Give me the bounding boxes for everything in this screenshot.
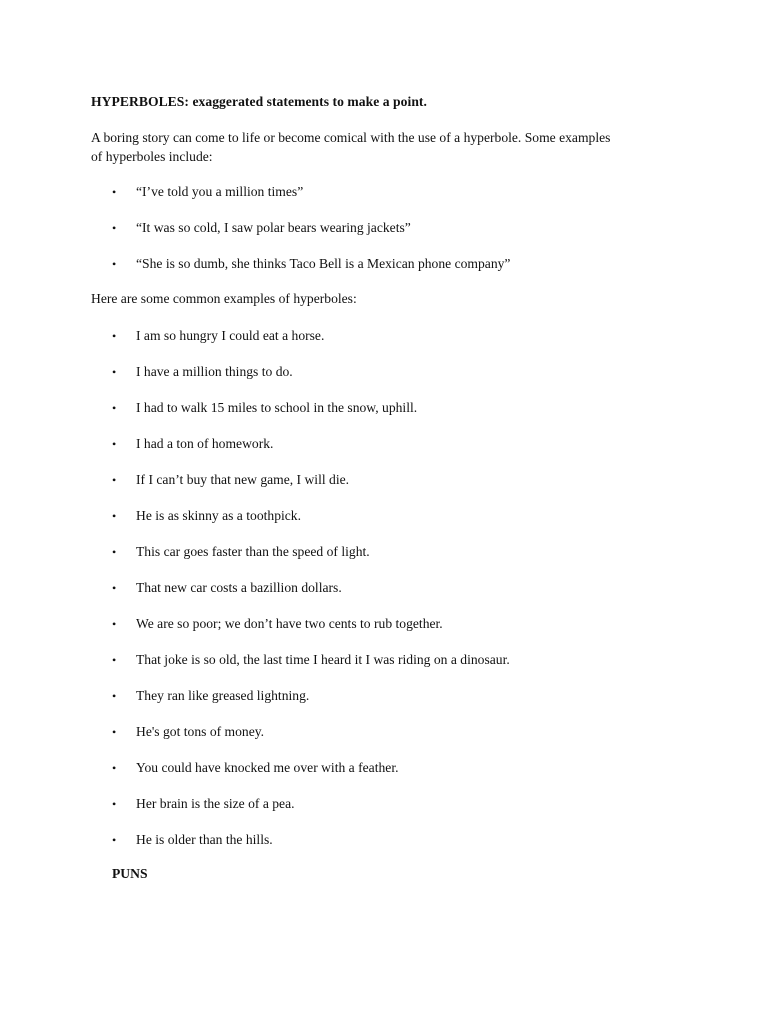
bullet-icon: • (112, 833, 117, 847)
list-item-text: They ran like greased lightning. (136, 688, 310, 703)
list-item (112, 544, 370, 560)
list-item (112, 256, 510, 272)
list-item (112, 328, 324, 344)
list-item (112, 616, 443, 632)
list-item (112, 760, 399, 776)
list-item-text: That joke is so old, the last time I heard it I was riding on a dinosaur. (136, 652, 510, 667)
bullet-icon: • (112, 653, 117, 667)
list-item-text: He's got tons of money. (136, 724, 265, 739)
bullet-icon: • (112, 797, 117, 811)
list-item (112, 220, 411, 236)
list-item (112, 364, 293, 380)
bullet-icon: • (112, 545, 117, 559)
list-item (112, 400, 417, 416)
intro-line-2: of hyperboles include: (91, 148, 213, 164)
bullet-icon: • (112, 761, 117, 775)
bullet-icon: • (112, 257, 117, 271)
list-item-text: This car goes faster than the speed of light. (136, 544, 370, 559)
list-item-text: You could have knocked me over with a feather. (136, 760, 399, 775)
bullet-icon: • (112, 473, 117, 487)
bullet-icon: • (112, 617, 117, 631)
bullet-icon: • (112, 365, 117, 379)
list-item-text: If I can’t buy that new game, I will die. (136, 472, 350, 487)
list-item-text: I have a million things to do. (136, 364, 293, 379)
list-item (112, 832, 273, 848)
bullet-icon: • (112, 689, 117, 703)
list-item-text: “She is so dumb, she thinks Taco Bell is a Mexican phone company” (136, 256, 511, 271)
list-item-text: I had to walk 15 miles to school in the snow, uphill. (136, 400, 418, 415)
bullet-icon: • (112, 401, 117, 415)
bullet-icon: • (112, 725, 117, 739)
list-item (112, 472, 349, 488)
list-item (112, 508, 301, 524)
bullet-icon: • (112, 185, 117, 199)
section-heading-puns: PUNS (112, 866, 148, 881)
list-item-text: I had a ton of homework. (136, 436, 274, 451)
list-item-text: I am so hungry I could eat a horse. (136, 328, 325, 343)
list-item-text: “It was so cold, I saw polar bears wearing jackets” (136, 220, 411, 235)
bullet-icon: • (112, 509, 117, 523)
list-item-text: That new car costs a bazillion dollars. (136, 580, 342, 595)
bullet-icon: • (112, 437, 117, 451)
list-item (112, 184, 303, 200)
list-item (112, 652, 510, 668)
bullet-icon: • (112, 329, 117, 343)
section-heading-hyperboles: HYPERBOLES: exaggerated statements to make a point. (91, 94, 427, 109)
list-item-text: He is older than the hills. (136, 832, 273, 847)
list-item-text: We are so poor; we don’t have two cents to rub together. (136, 616, 443, 631)
list-item (112, 436, 273, 452)
list-item (112, 724, 264, 740)
list-item (112, 580, 342, 596)
list-item-text: Her brain is the size of a pea. (136, 796, 295, 811)
bullet-icon: • (112, 221, 117, 235)
list-item (112, 796, 295, 812)
intro-line-1: A boring story can come to life or become comical with the use of a hyperbole. Some examples (91, 130, 611, 145)
common-examples-heading: Here are some common examples of hyperboles: (91, 291, 357, 306)
intro-paragraph (91, 129, 681, 166)
list-item (112, 688, 309, 704)
list-item-text: “I’ve told you a million times” (136, 184, 304, 199)
list-item-text: He is as skinny as a toothpick. (136, 508, 301, 523)
bullet-icon: • (112, 581, 117, 595)
